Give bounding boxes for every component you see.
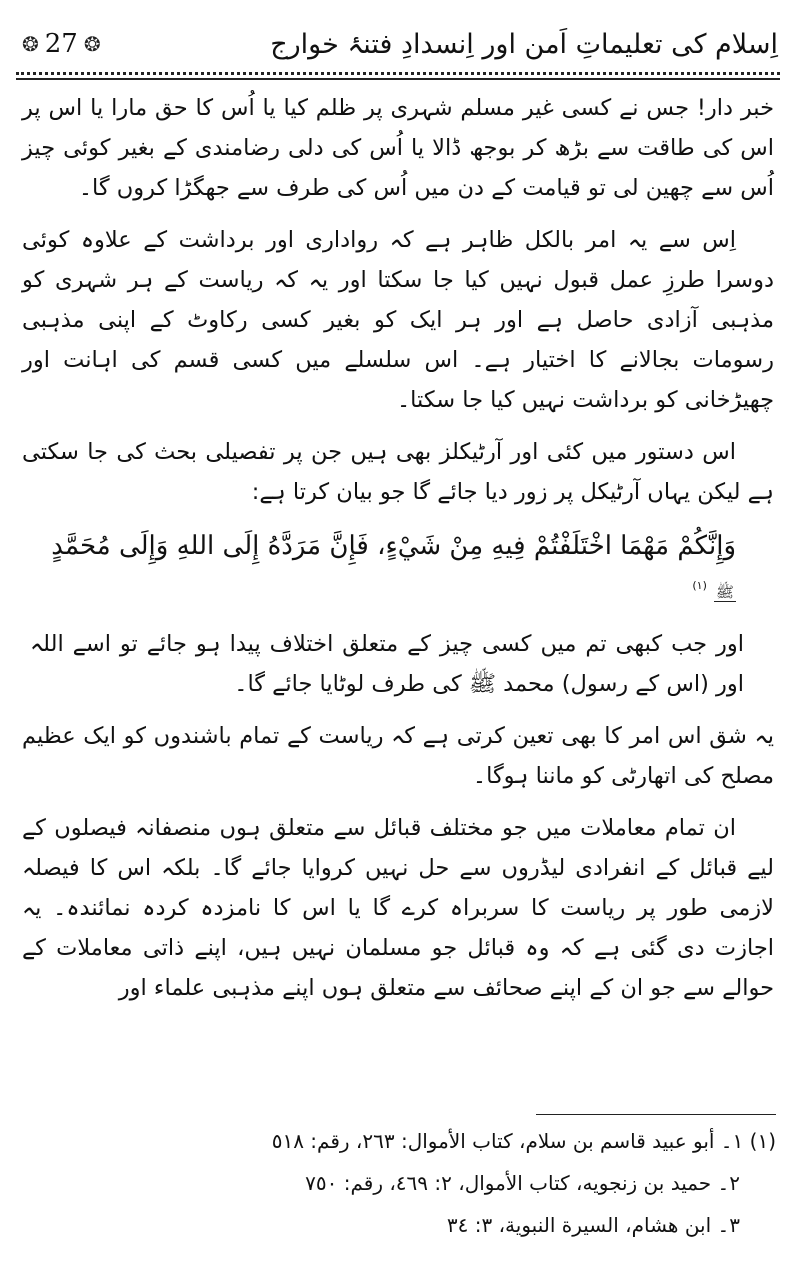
- paragraph-2: اِس سے یہ امر بالکل ظاہر ہے کہ رواداری اور برداشت کے علاوہ کوئی دوسرا طرزِ عمل قبول نہیں کیا جا سکتا اور یہ کہ ریاست کے ہر شہری کو مذہبی آزادی حاصل ہے اور ہر ایک کو بغیر کسی رکاوٹ کے اپنی مذہبی رسومات بجالانے کا اختیار ہے۔ اس سلسلے میں کسی قسم کی اہانت اور چھیڑخانی کو برداشت نہیں کیا جا سکتا۔: [22, 227, 774, 413]
- ornament-right-icon: ❂: [83, 32, 101, 56]
- footnote-marker: (١): [692, 579, 707, 592]
- ornament-left-icon: ❂: [22, 32, 39, 56]
- footnote-3: ٣۔ ابن هشام، السيرة النبوية، ٣: ٣٤: [446, 1213, 740, 1237]
- honorific-icon: ﷺ: [715, 583, 734, 602]
- arabic-quote-tail: [22, 568, 774, 610]
- paragraph-4: یہ شق اس امر کا بھی تعین کرتی ہے کہ ریاست کے تمام باشندوں کو ایک عظیم مصلح کی اتھارٹی کو ماننا ہوگا۔: [22, 723, 774, 790]
- paragraph-3: اس دستور میں کئی اور آرٹیکلز بھی ہیں جن پر تفصیلی بحث کی جا سکتی ہے لیکن یہاں آرٹیکل پر زور دیا جائے گا جو بیان کرتا ہے:: [22, 439, 774, 505]
- footnote-1: (١) ١۔ أبو عبيد قاسم بن سلام، كتاب الأموال: ٢٦٣، رقم: ٥١٨: [271, 1129, 776, 1153]
- page-header: [16, 22, 778, 66]
- page-number-block: [16, 24, 107, 64]
- paragraph-5: ان تمام معاملات میں جو مختلف قبائل سے متعلق ہوں منصفانہ فیصلوں کے لیے قبائل کے انفرادی لیڈروں سے حل نہیں کروایا جائے گا۔ بلکہ اس کا فیصلہ لازمی طور پر ریاست کا سربراہ کرے گا یا اس کا نامزدہ کردہ نمائندہ۔ یہ اجازت دی گئی ہے کہ وہ قبائل جو مسلمان نہیں ہیں، اپنے ذاتی معاملات کے حوالے سے جو ان کے اپنے صحائف سے متعلق ہوں اپنے مذہبی علماء اور: [22, 815, 774, 1002]
- running-title: اِسلام کی تعلیماتِ اَمن اور اِنسدادِ فتنۂ خوارج: [270, 29, 778, 60]
- paragraph-1: خبر دار! جس نے کسی غیر مسلم شہری پر ظلم کیا یا اُس کا حق مارا یا اس پر اس کی طاقت سے بڑھ کر بوجھ ڈالا یا اُس کی دلی رضامندی کے بغیر کوئی چیز اُس سے چھین لی تو قیامت کے دن میں اُس کی طرف سے جھگڑا کروں گا۔: [22, 95, 774, 201]
- footnotes: [140, 1120, 776, 1246]
- arabic-quote: وَإِنَّكُمْ مَهْمَا اخْتَلَفْتُمْ فِيهِ مِنْ شَيْءٍ، فَإِنَّ مَرَدَّهُ إِلَى اللهِ وَإِلَى مُحَمَّدٍ: [51, 531, 736, 561]
- body-text: [22, 88, 774, 1020]
- footnote-2: ٢۔ حميد بن زنجويه، كتاب الأموال، ٢: ٤٦٩، رقم: ٧٥٠: [305, 1171, 740, 1195]
- header-rule-dotted: [16, 72, 780, 75]
- footnote-rule: [536, 1114, 776, 1115]
- page-number: 27: [44, 29, 78, 59]
- header-rule-solid: [16, 78, 780, 80]
- translation: اور جب کبھی تم میں کسی چیز کے متعلق اختلاف پیدا ہو جائے تو اسے اللہ اور (اس کے رسول) محمد ﷺ کی طرف لوٹایا جائے گا۔: [30, 631, 744, 698]
